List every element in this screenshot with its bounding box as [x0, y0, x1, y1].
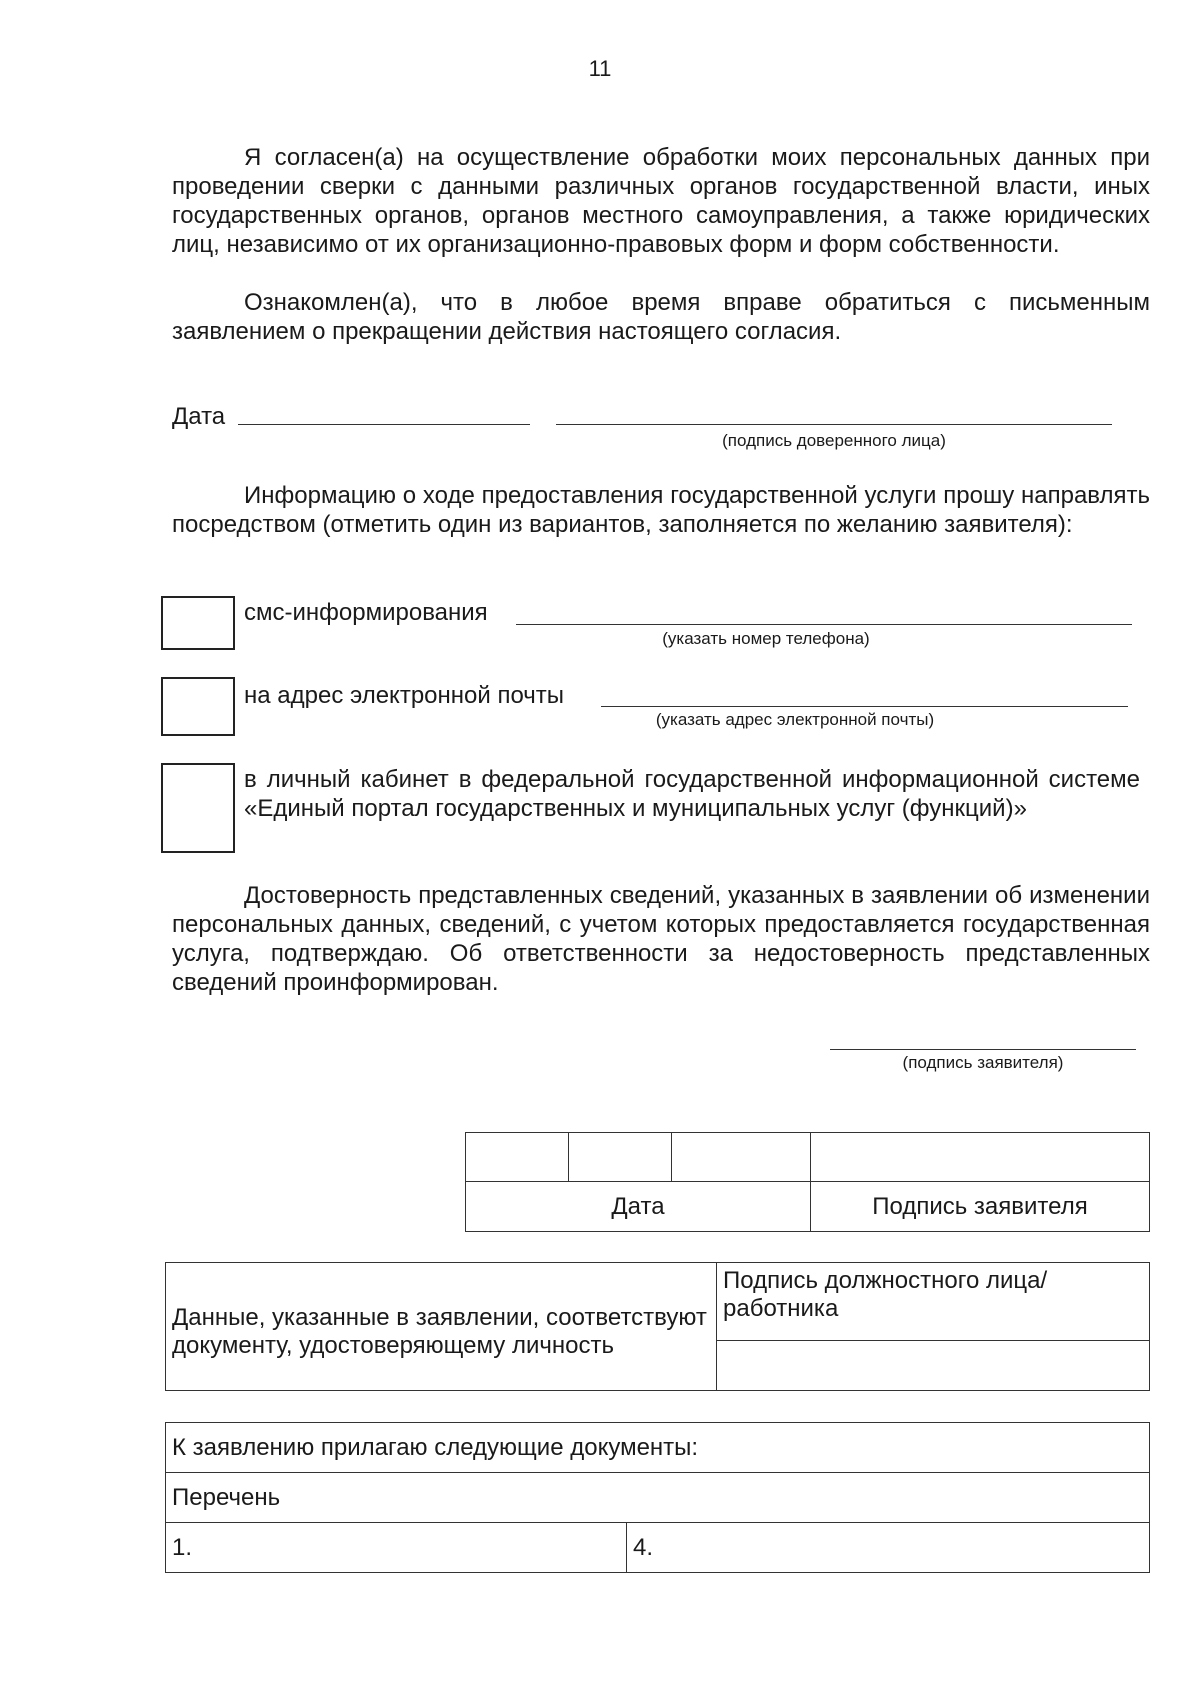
attachments-table: [165, 1422, 1150, 1573]
attachments-list-label: Перечень: [166, 1473, 1150, 1523]
phone-number-line[interactable]: [516, 624, 1132, 625]
withdrawal-paragraph: Ознакомлен(а), что в любое время вправе обратиться с письменным заявлением о прекращении действия настоящего согласия.: [172, 289, 1150, 345]
attachment-item-4[interactable]: 4.: [627, 1523, 1150, 1573]
phone-number-caption: (указать номер телефона): [662, 629, 870, 648]
email-option-label: на адрес электронной почты: [244, 682, 565, 709]
applicant-signature-caption: (подпись заявителя): [902, 1053, 1064, 1072]
email-checkbox[interactable]: [161, 677, 235, 736]
certification-paragraph: Достоверность представленных сведений, указанных в заявлении об изменении персональных данных, сведений, с учетом которых предоставляется государственная услуга, подтверждаю. Об ответственности за недостоверность представленных сведений проинформирован.: [172, 882, 1150, 996]
date-label: Дата: [172, 403, 226, 430]
date-signature-table: [465, 1132, 1150, 1232]
personal-account-option-label: в личный кабинет в федеральной государственной информационной системе «Единый портал государственных и муниципальных услуг (функций)»: [244, 766, 1140, 822]
date-input-line[interactable]: [238, 424, 530, 425]
date-column-label: Дата: [466, 1182, 811, 1232]
applicant-signature-cell[interactable]: [811, 1133, 1150, 1182]
date-year-cell[interactable]: [672, 1133, 811, 1182]
info-request-paragraph: Информацию о ходе предоставления государственной услуги прошу направлять посредством (отметить один из вариантов, заполняется по желанию заявителя):: [172, 482, 1150, 538]
identity-verification-text: Данные, указанные в заявлении, соответствуют документу, удостоверяющему личность: [166, 1263, 717, 1391]
sms-checkbox[interactable]: [161, 596, 235, 650]
attachment-item-1[interactable]: 1.: [166, 1523, 627, 1573]
applicant-signature-line[interactable]: [830, 1049, 1136, 1050]
official-signature-cell[interactable]: [717, 1341, 1150, 1391]
personal-account-checkbox[interactable]: [161, 763, 235, 853]
verification-table: [165, 1262, 1150, 1391]
attachments-header: К заявлению прилагаю следующие документы:: [166, 1423, 1150, 1473]
page-number: 11: [588, 56, 612, 81]
date-month-cell[interactable]: [569, 1133, 672, 1182]
date-day-cell[interactable]: [466, 1133, 569, 1182]
consent-paragraph: Я согласен(а) на осуществление обработки моих персональных данных при проведении сверки с данными различных органов государственной власти, иных государственных органов, органов местного самоуправления, а также юридических лиц, независимо от их организационно-правовых форм и форм собственности.: [172, 144, 1150, 258]
official-signature-header: Подпись должностного лица/работника: [717, 1263, 1150, 1341]
email-address-caption: (указать адрес электронной почты): [655, 710, 935, 729]
email-address-line[interactable]: [601, 706, 1128, 707]
trusted-signature-line[interactable]: [556, 424, 1112, 425]
trusted-signature-caption: (подпись доверенного лица): [722, 431, 946, 450]
signature-column-label: Подпись заявителя: [811, 1182, 1150, 1232]
sms-option-label: смс-информирования: [244, 599, 488, 626]
